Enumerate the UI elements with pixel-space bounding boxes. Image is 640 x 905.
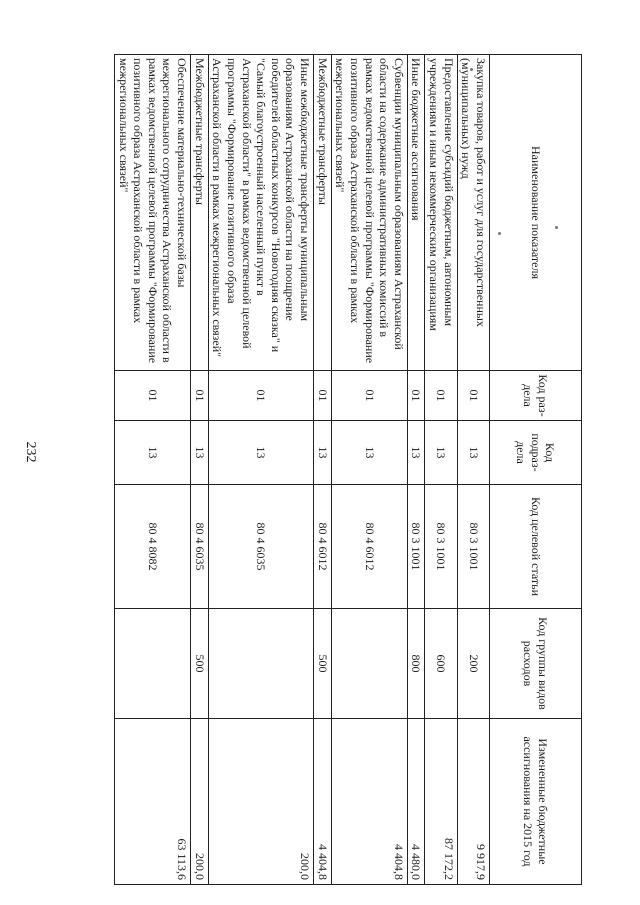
cell-summa: 87 172,2 bbox=[425, 719, 457, 885]
page-number: 232 bbox=[23, 441, 38, 463]
cell-razdel: 01 bbox=[331, 371, 407, 421]
table-row bbox=[425, 55, 457, 885]
table-row bbox=[407, 55, 425, 885]
table-header-row bbox=[490, 55, 582, 885]
cell-gruppa: 500 bbox=[191, 609, 209, 719]
cell-podrazdel: 13 bbox=[191, 421, 209, 485]
cell-podrazdel: 13 bbox=[314, 421, 332, 485]
cell-gruppa: 800 bbox=[407, 609, 425, 719]
cell-name: Закупка товаров, работ и услуг для государственных (муниципальных) нужд bbox=[457, 55, 489, 371]
cell-podrazdel: 13 bbox=[425, 421, 457, 485]
cell-summa: 200,0 bbox=[208, 719, 313, 885]
cell-razdel: 01 bbox=[208, 371, 313, 421]
cell-podrazdel: 13 bbox=[407, 421, 425, 485]
budget-table bbox=[114, 54, 582, 885]
cell-name: Обеспечение материально-технической базы межрегионального сотрудничества Астраханской области в рамках ведомственной целевой программы "Формирование позитивного образа Астраханской области в рамках межрегиональных связей" bbox=[115, 55, 191, 371]
table-row bbox=[314, 55, 332, 885]
cell-summa: 4 404,8 bbox=[314, 719, 332, 885]
cell-summa: 200,0 bbox=[191, 719, 209, 885]
cell-summa: 4 404,8 bbox=[331, 719, 407, 885]
cell-name: Межбюджетные трансферты bbox=[314, 55, 332, 371]
header-podrazdel: Код подраз-дела bbox=[490, 421, 582, 485]
cell-celevaya: 80 3 1001 bbox=[425, 485, 457, 609]
header-razdel: Код раз-дела bbox=[490, 371, 582, 421]
cell-summa: 63 113,6 bbox=[115, 719, 191, 885]
cell-podrazdel: 13 bbox=[331, 421, 407, 485]
cell-celevaya: 80 4 8082 bbox=[115, 485, 191, 609]
cell-name: Иные бюджетные ассигнования bbox=[407, 55, 425, 371]
cell-celevaya: 80 4 6012 bbox=[331, 485, 407, 609]
cell-name: Субвенции муниципальным образованиям Астраханской области на содержание административных комиссий в рамках ведомственной целевой программы "Формирование позитивного образа Астраханской области в рамках межрегиональных связей" bbox=[331, 55, 407, 371]
cell-gruppa bbox=[331, 609, 407, 719]
table-row bbox=[191, 55, 209, 885]
cell-celevaya: 80 4 6035 bbox=[208, 485, 313, 609]
table-row bbox=[457, 55, 489, 885]
cell-podrazdel: 13 bbox=[115, 421, 191, 485]
cell-name: Предоставление субсидий бюджетным, автономным учреждениям и иным некоммерческим организациям bbox=[425, 55, 457, 371]
cell-gruppa bbox=[115, 609, 191, 719]
cell-razdel: 01 bbox=[314, 371, 332, 421]
cell-gruppa: 600 bbox=[425, 609, 457, 719]
cell-podrazdel: 13 bbox=[208, 421, 313, 485]
cell-name: Межбюджетные трансферты bbox=[191, 55, 209, 371]
cell-razdel: 01 bbox=[457, 371, 489, 421]
cell-gruppa: 500 bbox=[314, 609, 332, 719]
cell-summa: 4 480,0 bbox=[407, 719, 425, 885]
cell-razdel: 01 bbox=[425, 371, 457, 421]
cell-razdel: 01 bbox=[191, 371, 209, 421]
cell-podrazdel: 13 bbox=[457, 421, 489, 485]
header-summa: Измененные бюджетные ассигнования на 2015 год bbox=[490, 719, 582, 885]
cell-celevaya: 80 4 6035 bbox=[191, 485, 209, 609]
cell-razdel: 01 bbox=[407, 371, 425, 421]
table-row bbox=[208, 55, 313, 885]
cell-razdel: 01 bbox=[115, 371, 191, 421]
table-row bbox=[115, 55, 191, 885]
cell-celevaya: 80 3 1001 bbox=[407, 485, 425, 609]
table-row bbox=[331, 55, 407, 885]
cell-celevaya: 80 3 1001 bbox=[457, 485, 489, 609]
cell-gruppa: 200 bbox=[457, 609, 489, 719]
cell-summa: 9 917,9 bbox=[457, 719, 489, 885]
rotated-table-wrapper bbox=[116, 54, 582, 884]
header-name: Наименование показателя bbox=[490, 55, 582, 371]
cell-celevaya: 80 4 6012 bbox=[314, 485, 332, 609]
header-celevaya: Код целевой статьи bbox=[490, 485, 582, 609]
cell-name: Иные межбюджетные трансферты муниципальным образованиям Астраханской области на поощрение победителей областных конкурсов "Новогодняя сказка" и "Самый благоустроенный населенный пункт в Астраханской области" в рамках ведомственной целевой программы "Формирование позитивного образа Астраханской области в рамках межрегиональных связей" bbox=[208, 55, 313, 371]
header-gruppa: Код группы видов расходов bbox=[490, 609, 582, 719]
cell-gruppa bbox=[208, 609, 313, 719]
